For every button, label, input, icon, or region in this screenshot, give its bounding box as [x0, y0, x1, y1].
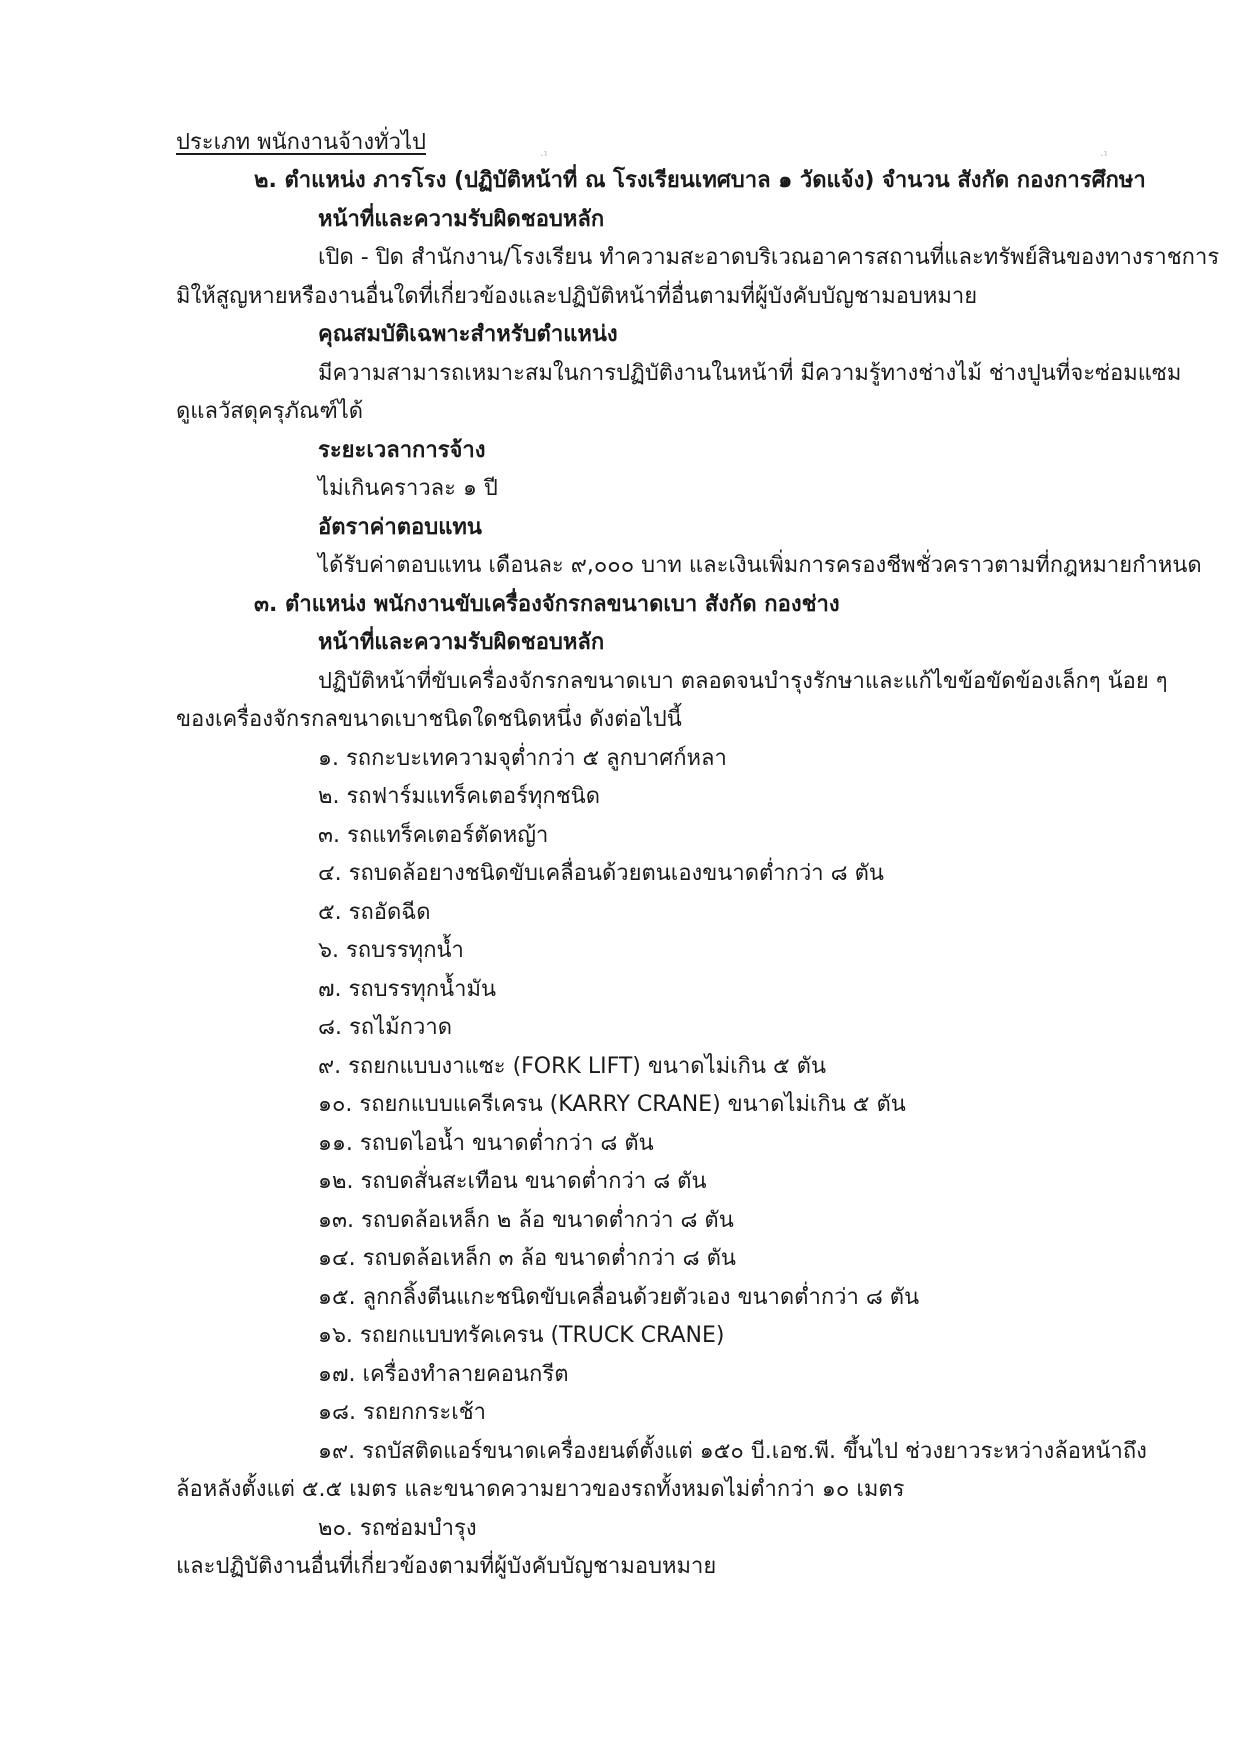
- position-2-term-title: ระยะเวลาการจ้าง: [318, 438, 486, 463]
- position-2-qualifications-line-1: มีความสามารถเหมาะสมในการปฏิบัติงานในหน้าที่ มีความรู้ทางช่างไม้ ช่างปูนที่จะซ่อมแซม: [318, 361, 1182, 386]
- list-item-20: ๒๐. รถซ่อมบำรุง: [318, 1516, 477, 1541]
- list-item: ๑๓. รถบดล้อเหล็ก ๒ ล้อ ขนาดต่ำกว่า ๘ ตัน: [318, 1208, 734, 1233]
- list-item: ๑๕. ลูกกลิ้งตีนแกะชนิดขับเคลื่อนด้วยตัวเอง ขนาดต่ำกว่า ๘ ตัน: [318, 1285, 920, 1310]
- list-item-19-line-1: ๑๙. รถบัสติดแอร์ขนาดเครื่องยนต์ตั้งแต่ ๑๕๐ บี.เอช.พี. ขึ้นไป ช่วงยาวระหว่างล้อหน้าถึง: [318, 1439, 1147, 1464]
- list-item: ๑๐. รถยกแบบแครีเครน (KARRY CRANE) ขนาดไม่เกิน ๕ ตัน: [318, 1092, 906, 1117]
- list-item-19-line-2: ล้อหลังตั้งแต่ ๕.๕ เมตร และขนาดความยาวของรถทั้งหมดไม่ต่ำกว่า ๑๐ เมตร: [176, 1477, 905, 1502]
- list-item: ๕. รถอัดฉีด: [318, 900, 431, 925]
- scan-speck: ·¹: [1100, 149, 1108, 162]
- position-2-duties-line-2: มิให้สูญหายหรืองานอื่นใดที่เกี่ยวข้องและปฏิบัติหน้าที่อื่นตามที่ผู้บังคับบัญชามอบหมาย: [176, 284, 978, 309]
- section-header: ประเภท พนักงานจ้างทั่วไป: [176, 130, 426, 155]
- position-3-duties-line-2: ของเครื่องจักรกลขนาดเบาชนิดใดชนิดหนึ่ง ดังต่อไปนี้: [176, 707, 682, 732]
- position-3-duties-line-1: ปฏิบัติหน้าที่ขับเครื่องจักรกลขนาดเบา ตลอดจนบำรุงรักษาและแก้ไขข้อขัดข้องเล็กๆ น้อย ๆ: [318, 669, 1168, 694]
- position-3-heading: ๓. ตำแหน่ง พนักงานขับเครื่องจักรกลขนาดเบา สังกัด กองช่าง: [254, 592, 840, 617]
- closing-text: และปฏิบัติงานอื่นที่เกี่ยวข้องตามที่ผู้บังคับบัญชามอบหมาย: [176, 1554, 717, 1579]
- position-2-heading: ๒. ตำแหน่ง ภารโรง (ปฏิบัติหน้าที่ ณ โรงเรียนเทศบาล ๑ วัดแจ้ง) จำนวน สังกัด กองการศึกษา: [254, 168, 1146, 193]
- list-item: ๙. รถยกแบบงาแซะ (FORK LIFT) ขนาดไม่เกิน ๕ ตัน: [318, 1054, 826, 1079]
- list-item: ๑๖. รถยกแบบทรัคเครน (TRUCK CRANE): [318, 1323, 725, 1348]
- list-item: ๑๗. เครื่องทำลายคอนกรีต: [318, 1362, 569, 1387]
- list-item: ๓. รถแทร็คเตอร์ตัดหญ้า: [318, 823, 549, 848]
- list-item: ๗. รถบรรทุกน้ำมัน: [318, 977, 497, 1002]
- position-3-duties-title: หน้าที่และความรับผิดชอบหลัก: [318, 630, 605, 655]
- position-2-qualifications-line-2: ดูแลวัสดุครุภัณฑ์ได้: [176, 399, 364, 424]
- list-item: ๔. รถบดล้อยางชนิดขับเคลื่อนด้วยตนเองขนาดต่ำกว่า ๘ ตัน: [318, 861, 884, 886]
- position-2-duties-title: หน้าที่และความรับผิดชอบหลัก: [318, 207, 605, 232]
- position-2-pay-text: ได้รับค่าตอบแทน เดือนละ ๙,๐๐๐ บาท และเงินเพิ่มการครองชีพชั่วคราวตามที่กฎหมายกำหนด: [318, 553, 1202, 578]
- position-2-pay-title: อัตราค่าตอบแทน: [318, 515, 482, 540]
- scan-speck: ·¹: [540, 149, 548, 162]
- list-item: ๑. รถกะบะเทความจุต่ำกว่า ๕ ลูกบาศก์หลา: [318, 746, 727, 771]
- position-2-term-text: ไม่เกินคราวละ ๑ ปี: [318, 476, 498, 501]
- list-item: ๑๒. รถบดสั่นสะเทือน ขนาดต่ำกว่า ๘ ตัน: [318, 1169, 707, 1194]
- list-item: ๒. รถฟาร์มแทร็คเตอร์ทุกชนิด: [318, 784, 601, 809]
- list-item: ๑๔. รถบดล้อเหล็ก ๓ ล้อ ขนาดต่ำกว่า ๘ ตัน: [318, 1246, 736, 1271]
- list-item: ๑๑. รถบดไอน้ำ ขนาดต่ำกว่า ๘ ตัน: [318, 1131, 654, 1156]
- list-item: ๑๘. รถยกกระเช้า: [318, 1400, 487, 1425]
- list-item: ๘. รถไม้กวาด: [318, 1015, 452, 1040]
- position-2-duties-line-1: เปิด - ปิด สำนักงาน/โรงเรียน ทำความสะอาดบริเวณอาคารสถานที่และทรัพย์สินของทางราชการ: [318, 245, 1220, 270]
- list-item: ๖. รถบรรทุกน้ำ: [318, 938, 464, 963]
- position-2-qualifications-title: คุณสมบัติเฉพาะสำหรับตำแหน่ง: [318, 322, 618, 347]
